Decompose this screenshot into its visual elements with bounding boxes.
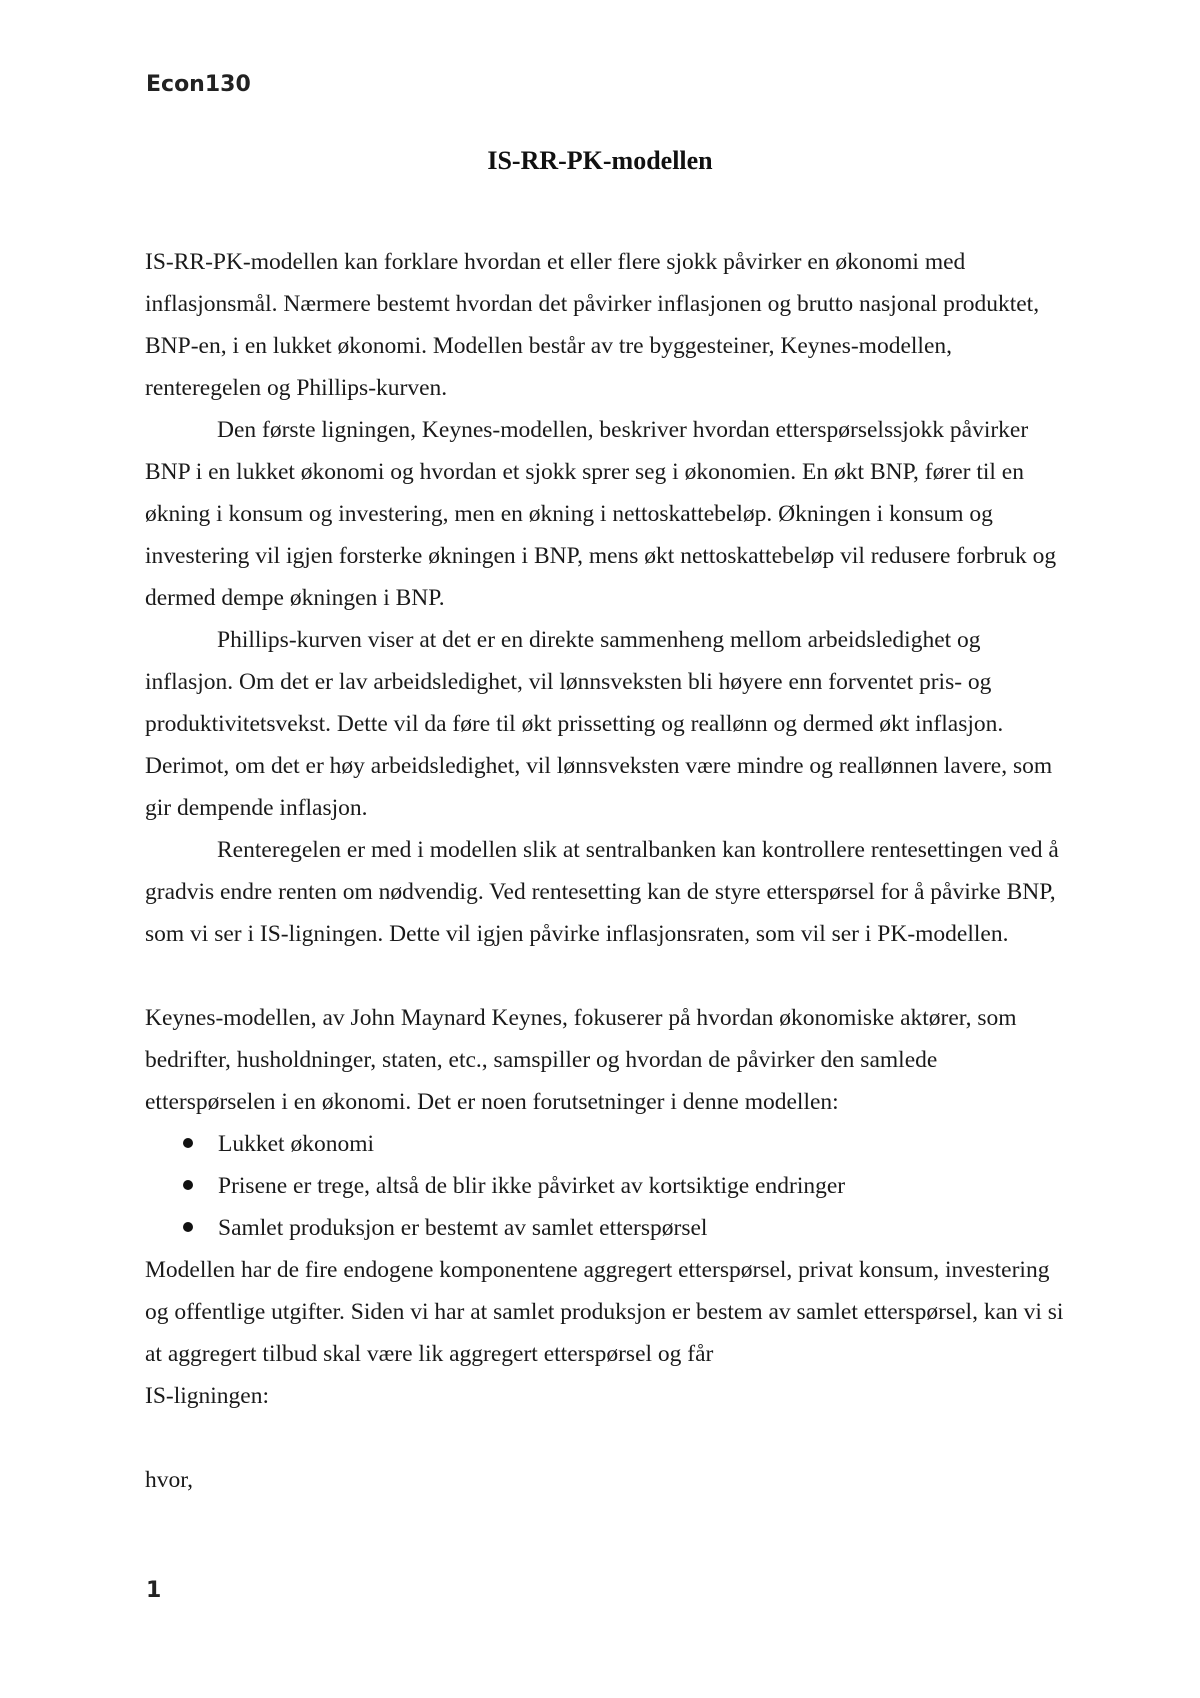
bullet-icon [183, 1222, 193, 1232]
components-paragraph: Modellen har de fire endogene komponentene aggregert etterspørsel, privat konsum, investering og offentlige utgifter. Siden vi har at samlet produksjon er bestem av samlet etterspørsel, kan vi si at aggregert tilbud skal være lik aggregert etterspørsel og får [145, 1257, 1064, 1367]
page-number: 1 [146, 1578, 162, 1603]
is-equation-label: IS-ligningen: [145, 1383, 270, 1409]
paragraph-spacer [145, 955, 1065, 997]
list-item-text: Prisene er trege, altså de blir ikke påvirket av kortsiktige endringer [218, 1173, 846, 1199]
assumptions-list [145, 1123, 1065, 1249]
keynes-model-intro-paragraph: Keynes-modellen, av John Maynard Keynes, fokuserer på hvordan økonomiske aktører, som bedrifter, husholdninger, staten, etc., samspiller og hvordan de påvirker den samlede etterspørselen i en økonomi. Det er noen forutsetninger i denne modellen: [145, 1005, 1017, 1115]
list-item [145, 1165, 1065, 1207]
document-body [145, 241, 1065, 1501]
list-item [145, 1207, 1065, 1249]
bullet-icon [183, 1180, 193, 1190]
keynes-summary-paragraph: Den første ligningen, Keynes-modellen, beskriver hvordan etterspørselssjokk påvirker BNP i en lukket økonomi og hvordan et sjokk sprer seg i økonomien. En økt BNP, fører til en økning i konsum og investering, men en økning i nettoskattebeløp. Økningen i konsum og investering vil igjen forsterke økningen i BNP, mens økt nettoskattebeløp vil redusere forbruk og dermed dempe økningen i BNP. [145, 417, 1057, 611]
document-title: IS-RR-PK-modellen [487, 146, 713, 175]
list-item-text: Samlet produksjon er bestemt av samlet etterspørsel [218, 1215, 708, 1241]
where-text: hvor, [145, 1467, 194, 1493]
list-item [145, 1123, 1065, 1165]
rate-rule-summary-paragraph: Renteregelen er med i modellen slik at sentralbanken kan kontrollere rentesettingen ved å gradvis endre renten om nødvendig. Ved rentesetting kan de styre etterspørsel for å påvirke BNP, som vi ser i IS-ligningen. Dette vil igjen påvirke inflasjonsraten, som vil ser i PK-modellen. [145, 837, 1059, 947]
bullet-icon [183, 1138, 193, 1148]
list-item-text: Lukket økonomi [218, 1131, 374, 1157]
equation-placeholder [145, 1417, 1065, 1459]
course-header: Econ130 [146, 72, 251, 97]
intro-paragraph: IS-RR-PK-modellen kan forklare hvordan et eller flere sjokk påvirker en økonomi med inflasjonsmål. Nærmere bestemt hvordan det påvirker inflasjonen og brutto nasjonal produktet, BNP-en, i en lukket økonomi. Modellen består av tre byggesteiner, Keynes-modellen, renteregelen og Phillips-kurven. [145, 249, 1040, 401]
phillips-summary-paragraph: Phillips-kurven viser at det er en direkte sammenheng mellom arbeidsledighet og inflasjon. Om det er lav arbeidsledighet, vil lønnsveksten bli høyere enn forventet pris- og produktivitetsvekst. Dette vil da føre til økt prissetting og reallønn og dermed økt inflasjon. Derimot, om det er høy arbeidsledighet, vil lønnsveksten være mindre og reallønnen lavere, som gir dempende inflasjon. [145, 627, 1053, 821]
